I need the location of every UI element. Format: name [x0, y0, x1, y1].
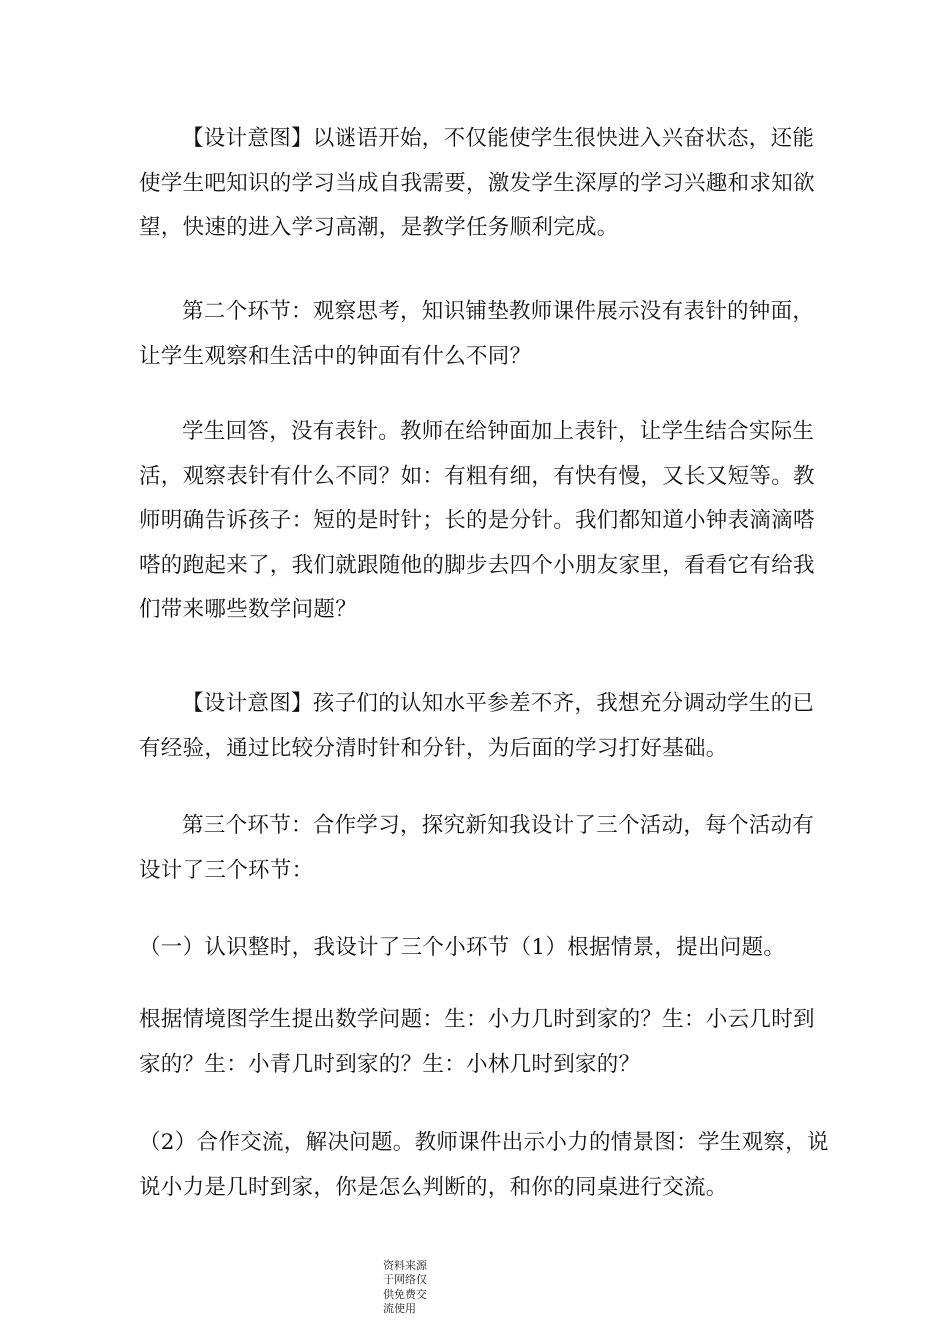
paragraph-cooperation: （2）合作交流，解决问题。教师课件出示小力的情景图：学生观察，说说小力是几时到家，你是怎么判断的，和你的同桌进行交流。: [139, 1130, 829, 1200]
paragraph-student-questions: 根据情境图学生提出数学问题：生：小力几时到家的？生：小云几时到家的？生：小青几时到家的？生：小林几时到家的？: [139, 1007, 815, 1077]
footer-disclaimer: 资料来源于网络仅供免费交流使用: [383, 1259, 427, 1315]
paragraph-whole-hour: （一）认识整时，我设计了三个小环节（1）根据情景，提出问题。: [139, 935, 786, 960]
paragraph-step-two: 第二个环节：观察思考，知识铺垫教师课件展示没有表针的钟面，让学生观察和生活中的钟面有什么不同？: [139, 299, 815, 369]
paragraph-student-answer: 学生回答，没有表针。教师在给钟面加上表针，让学生结合实际生活，观察表针有什么不同？如：有粗有细，有快有慢，又长又短等。教师明确告诉孩子：短的是时针；长的是分针。我们都知道小钟表滴滴嗒嗒的跑起来了，我们就跟随他的脚步去四个小朋友家里，看看它有给我们带来哪些数学问题？: [139, 419, 815, 622]
paragraph-step-three: 第三个环节：合作学习，探究新知我设计了三个活动，每个活动有设计了三个环节：: [139, 813, 815, 883]
paragraph-design-intent-1: 【设计意图】以谜语开始，不仅能使学生很快进入兴奋状态，还能使学生吧知识的学习当成自我需要，激发学生深厚的学习兴趣和求知欲望，快速的进入学习高潮，是教学任务顺利完成。: [139, 126, 815, 240]
paragraph-design-intent-2: 【设计意图】孩子们的认知水平参差不齐，我想充分调动学生的已有经验，通过比较分清时针和分针，为后面的学习打好基础。: [139, 691, 815, 761]
